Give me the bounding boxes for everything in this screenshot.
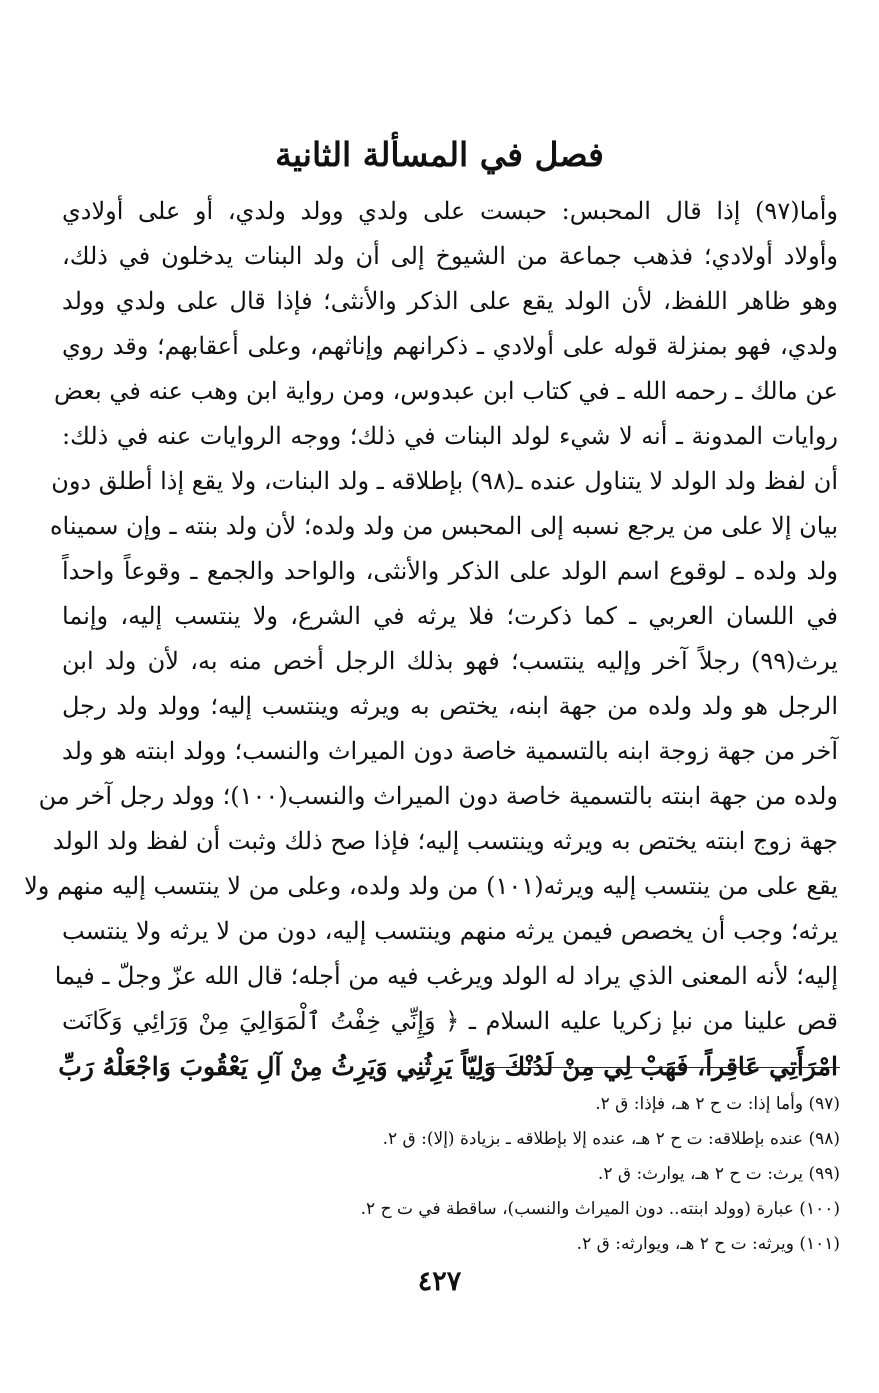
- body-line: ولد ولده ـ لوقوع اسم الولد على الذكر والأنثى، والواحد والجمع ـ وقوعاً واحداً: [62, 557, 838, 585]
- body-line: يقع على من ينتسب إليه ويرثه(١٠١) من ولد ولده، وعلى من لا ينتسب إليه منهم ولا: [24, 872, 838, 900]
- body-line: قص علينا من نبإ زكريا عليه السلام ـ ﴿ وَإِنِّي خِفْتُ ٱلْمَوَالِيَ مِنْ وَرَائِي وَكَانَت: [62, 1007, 838, 1035]
- body-line: آخر من جهة زوجة ابنه بالتسمية خاصة دون الميراث والنسب؛ وولد ابنته هو ولد: [62, 737, 838, 765]
- body-line: أن لفظ ولد الولد لا يتناول عنده ـ(٩٨) بإطلاقه ـ ولد البنات، ولا يقع إذا أطلق دون: [51, 467, 838, 495]
- body-line: ولدي، فهو بمنزلة قوله على أولادي ـ ذكرانهم وإناثهم، وعلى أعقابهم؛ وقد روي: [62, 332, 838, 360]
- body-line: روايات المدونة ـ أنه لا شيء لولد البنات في ذلك؛ ووجه الروايات عنه في ذلك:: [62, 422, 838, 450]
- footnote: (١٠١) ويرثه: ت ح ٢ هـ، ويوارثه: ق ٢.: [576, 1234, 840, 1254]
- quran-verse-line: امْرَأَتِي عَاقِراً، فَهَبْ لِي مِنْ لَدُنْكَ وَلِيّاً يَرِثُنِي وَيَرِثُ مِنْ آلِ يَعْقُوبَ وَاجْعَلْهُ رَبِّ: [58, 1052, 838, 1081]
- footnote: (٩٩) يرث: ت ح ٢ هـ، يوارث: ق ٢.: [597, 1164, 840, 1184]
- footnotes: [100, 1087, 840, 1262]
- body-line: في اللسان العربي ـ كما ذكرت؛ فلا يرثه في الشرع، ولا ينتسب إليه، وإنما: [62, 602, 838, 630]
- footnote: (١٠٠) عبارة (وولد ابنته.. دون الميراث والنسب)، ساقطة في ت ح ٢.: [360, 1199, 840, 1219]
- body-line: جهة زوج ابنته يختص به ويرثه وينتسب إليه؛ فإذا صح ذلك وثبت أن لفظ ولد الولد: [52, 827, 838, 855]
- body-line: ولده من جهة ابنته بالتسمية خاصة دون الميراث والنسب(١٠٠)؛ وولد رجل آخر من: [38, 782, 838, 810]
- body-line: يرثه؛ وجب أن يخصص فيمن يرثه منهم وينتسب إليه، دون من لا يرثه ولا ينتسب: [62, 917, 838, 945]
- body-line: وأما(٩٧) إذا قال المحبس: حبست على ولدي وولد ولدي، أو على أولادي: [62, 197, 838, 225]
- section-title: فصل في المسألة الثانية: [275, 135, 604, 174]
- body-line: بيان إلا على من يرجع نسبه إلى المحبس من ولد ولده؛ لأن ولد بنته ـ وإن سميناه: [49, 512, 838, 540]
- body-line: إليه؛ لأنه المعنى الذي يراد له الولد ويرغب فيه من أجله؛ قال الله عزّ وجلّ ـ فيما: [54, 962, 838, 990]
- footnote-separator: [490, 1067, 840, 1068]
- body-line: الرجل هو ولد ولده من جهة ابنه، يختص به ويرثه وينتسب إليه؛ وولد ولد رجل: [62, 692, 838, 720]
- page-number: ٤٢٧: [417, 1266, 462, 1297]
- body-text: [24, 189, 838, 1089]
- body-line: يرث(٩٩) رجلاً آخر وإليه ينتسب؛ فهو بذلك الرجل أخص منه به، لأن ولد ابن: [62, 647, 838, 675]
- body-line: عن مالك ـ رحمه الله ـ في كتاب ابن عبدوس، ومن رواية ابن وهب عنه في بعض: [54, 377, 838, 405]
- footnote: (٩٧) وأما إذا: ت ح ٢ هـ، فإذا: ق ٢.: [595, 1094, 840, 1114]
- footnote: (٩٨) عنده بإطلاقه: ت ح ٢ هـ، عنده إلا بإطلاقه ـ بزيادة (إلا): ق ٢.: [382, 1129, 840, 1149]
- body-line: وأولاد أولادي؛ فذهب جماعة من الشيوخ إلى أن ولد البنات يدخلون في ذلك،: [62, 242, 838, 270]
- body-line: وهو ظاهر اللفظ، لأن الولد يقع على الذكر والأنثى؛ فإذا قال على ولدي وولد: [62, 287, 838, 315]
